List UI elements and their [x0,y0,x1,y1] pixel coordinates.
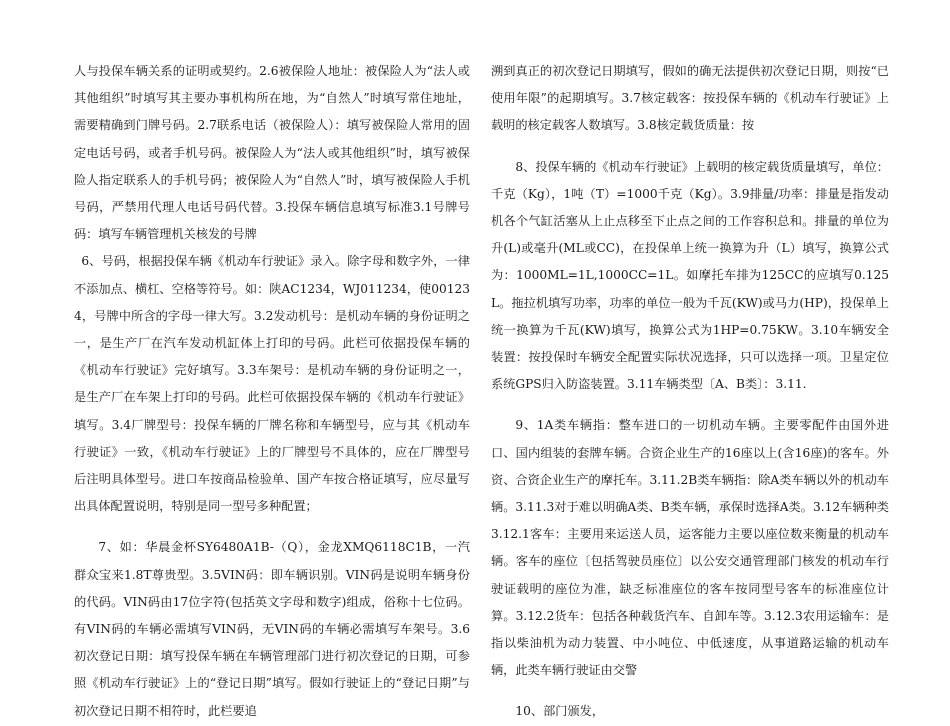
right-paragraph-2: 8、投保车辆的《机动车行驶证》上载明的核定载货质量填写，单位：千克（Kg），1吨（T）=1000千克（Kg）。3.9排量/功率：排量是指发动机各个气缸活塞从上止点移至下止点之间的工作容积总和。排量的单位为升(L)或毫升(ML或CC)，在投保单上统一换算为升（L）填写，换算公式为：1000ML=1L,1000CC=1L。如摩托车排为125CC的应填写0.125L。拖拉机填写功率，功率的单位一般为千瓦(KW)或马力(HP)，投保单上统一换算为千瓦(KW)填写，换算公式为1HP=0.75KW。3.10车辆安全装置：按投保时车辆安全配置实际状况选择，只可以选择一项。卫星定位系统GPS归入防盗装置。3.11车辆类型〔A、B类〕：3.11. [491,159,889,392]
right-paragraph-4: 10、部门颁发， [515,704,605,719]
left-paragraph-1: 人与投保车辆关系的证明或契约。2.6被保险人地址：被保险人为“法人或其他组织”时填写其主要办事机构所在地，为“自然人”时填写常住地址，需要精确到门牌号码。2.7联系电话（被保险人）：填写被保险人常用的固定电话号码，或者手机号码。被保险人为“法人或其他组织”时，填写被保险人指定联系人的手机号码；被保险人为“自然人”时，填写被保险人手机号码，严禁用代理人电话号码代替。3.投保车辆信息填写标准3.1号牌号码：填写车辆管理机关核发的号牌 [74,64,470,242]
right-paragraph-3: 9、1A类车辆指：整车进口的一切机动车辆。主要零配件由国外进口、国内组装的套牌车辆。合资企业生产的16座以上(含16座)的客车。外资、合资企业生产的摩托车。3.11.2B类车辆指：除A类车辆以外的机动车辆。3.11.3对于难以明确A类、B类车辆，承保时选择A类。3.12车辆种类3.12.1客车：主要用来运送人员，运客能力主要以座位数来衡量的机动车辆。客车的座位〔包括驾驶员座位〕以公安交通管理部门核发的机动车行驶证载明的座位为准，缺乏标准座位的客车按同型号客车的标准座位计算。3.12.2货车：包括各种载货汽车、自卸车等。3.12.3农用运输车：是指以柴油机为动力装置、中小吨位、中低速度，从事道路运输的机动车辆，此类车辆行驶证由交警 [491,418,889,678]
left-paragraph-2: 6、号码，根据投保车辆《机动车行驶证》录入。除字母和数字外，一律不添加点、横杠、空格等符号。如：陕AC1234，WJ011234，使001234，号牌中所含的字母一律大写。3.2发动机号：是机动车辆的身份证明之一，是生产厂在汽车发动机缸体上打印的号码。此栏可依据投保车辆的《机动车行驶证》完好填写。3.3车架号：是机动车辆的身份证明之一，是生产厂在车架上打印的号码。此栏可依据投保车辆的《机动车行驶证》填写。3.4厂牌型号：投保车辆的厂牌名称和车辆型号，应与其《机动车行驶证》一致，《机动车行驶证》上的厂牌型号不具体的，应在厂牌型号后注明具体型号。进口车按商品检验单、国产车按合格证填写，应尽量写出具体配置说明，特别是同一型号多种配置； [74,254,470,514]
right-column [491,58,889,726]
right-paragraph-1: 溯到真正的初次登记日期填写，假如的确无法提供初次登记日期，则按“已使用年限”的起期填写。3.7核定载客：按投保车辆的《机动车行驶证》上载明的核定载客人数填写。3.8核定载货质量：按 [491,64,889,133]
left-column [74,58,470,725]
left-paragraph-3: 7、如：华晨金杯SY6480A1B-（Q），金龙XMQ6118C1B，一汽群众宝来1.8T尊贵型。3.5VIN码：即车辆识别。VIN码是说明车辆身份的代码。VIN码由17位字符(包括英文字母和数字)组成，俗称十七位码。有VIN码的车辆必需填写VIN码，无VIN码的车辆必需填写车架号。3.6初次登记日期：填写投保车辆在车辆管理部门进行初次登记的日期，可参照《机动车行驶证》上的“登记日期”填写。假如行驶证上的“登记日期”与初次登记日期不相符时，此栏要追 [74,540,470,718]
